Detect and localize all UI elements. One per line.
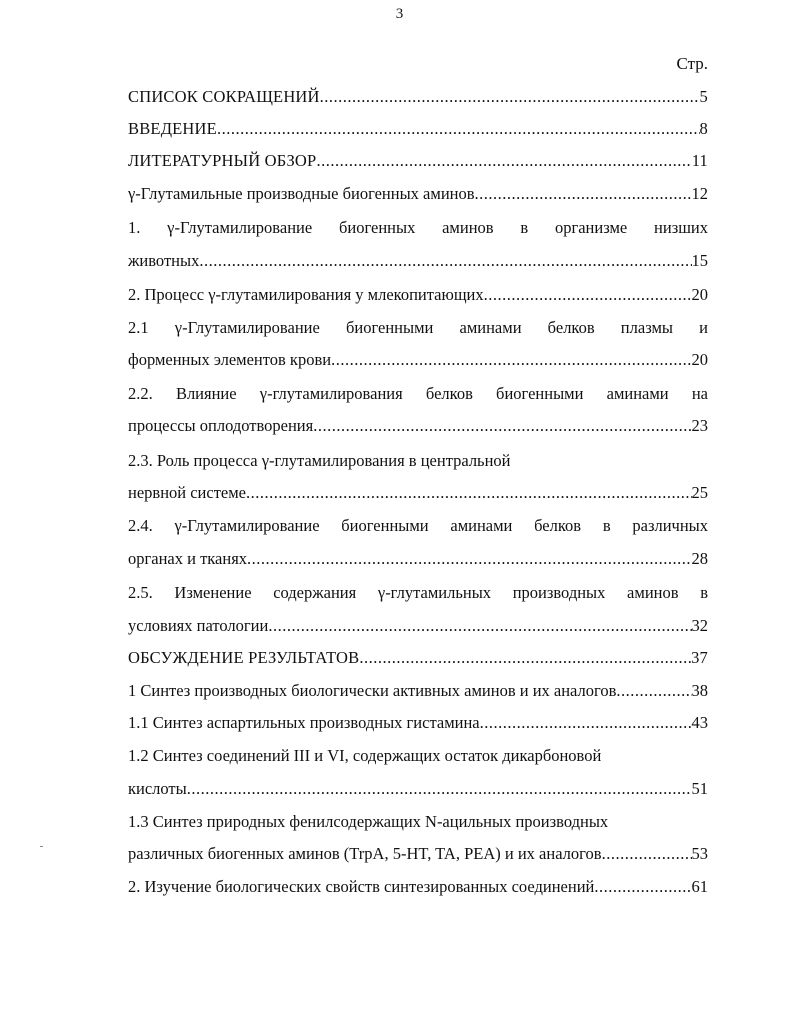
toc-entry-abbreviations[interactable] [128,86,708,108]
toc-entry-synthesis-1-2-line2[interactable] [128,778,708,800]
toc-entry-title-line1: 2.5. Изменение содержания γ-глутамильных производных аминов в [128,583,708,602]
leader-dots [268,615,691,637]
toc-entry-introduction[interactable] [128,118,708,140]
toc-entry-title: органах и тканях [128,549,248,568]
toc-entry-2-4-line2[interactable] [128,548,708,570]
toc-entry-2-1-line1[interactable] [128,317,708,339]
page-number: 3 [395,6,404,22]
leader-dots [217,118,700,140]
leader-dots [484,284,692,306]
toc-entry-2-2-line2[interactable] [128,415,708,437]
toc-entry-page: 20 [691,285,708,304]
toc-entry-page: 20 [691,350,708,369]
toc-entry-page: 15 [691,251,708,270]
toc-entry-1-line1[interactable] [128,217,708,239]
toc-entry-synthesis-1-3-line1[interactable] [128,811,708,833]
toc-entry-2-3-line2[interactable] [128,482,708,504]
toc-entry-title: процессы оплодотворения [128,416,314,435]
leader-dots [199,250,691,272]
toc-entry-2-1-line2[interactable] [128,349,708,371]
leader-dots [246,482,691,504]
leader-dots [594,876,691,898]
leader-dots [475,183,692,205]
toc-entry-biological-properties[interactable] [128,876,708,898]
toc-entry-literature-review[interactable] [128,150,708,172]
toc-entry-page: 5 [699,87,708,106]
toc-entry-2-5-line1[interactable] [128,582,708,604]
toc-entry-page: 61 [691,877,708,896]
toc-entry-synthesis-1-2-line1[interactable] [128,745,708,767]
toc-entry-page: 53 [691,844,708,863]
leader-dots [331,349,691,371]
toc-entry-title: СПИСОК СОКРАЩЕНИЙ [128,87,320,106]
toc-entry-title-line1: 1.3 Синтез природных фенилсодержащих N-ацильных производных [128,812,609,831]
toc-entry-synthesis-1-3-line2[interactable] [128,843,708,865]
toc-entry-page: 12 [691,184,708,203]
toc-entry-page: 8 [699,119,708,138]
toc-entry-title: ЛИТЕРАТУРНЫЙ ОБЗОР [128,151,317,170]
toc-entry-title: животных [128,251,200,270]
leader-dots [359,647,691,669]
toc-entry-title-line1: 2.2. Влияние γ-глутамилирования белков биогенными аминами на [128,384,708,403]
leader-dots [187,778,692,800]
toc-entry-title: 1.1 Синтез аспартильных производных гистамина [128,713,480,732]
toc-entry-title: 1 Синтез производных биологически активных аминов и их аналогов [128,681,617,700]
toc-entry-2-3-line1[interactable] [128,450,708,472]
leader-dots [313,415,691,437]
toc-entry-synthesis-1-1[interactable] [128,712,708,734]
toc-entry-page: 32 [691,616,708,635]
toc-entry-title: условиях патологии [128,616,269,635]
toc-entry-2[interactable] [128,284,708,306]
toc-entry-title-line1: 1.2 Синтез соединений III и VI, содержащих остаток дикарбоновой [128,746,602,765]
toc-entry-page: 23 [691,416,708,435]
toc-entry-synthesis-1[interactable] [128,680,708,702]
leader-dots [247,548,691,570]
toc-entry-title: различных биогенных аминов (TrpA, 5-HT, TA, PEA) и их аналогов [128,844,602,863]
toc-entry-page: 11 [691,151,708,170]
toc-entry-page: 43 [691,713,708,732]
toc-entry-page: 51 [691,779,708,798]
page-column-label: Стр. [676,54,708,73]
toc-entry-1-line2[interactable] [128,250,708,272]
toc-entry-results-discussion[interactable] [128,647,708,669]
toc-entry-title: ВВЕДЕНИЕ [128,119,217,138]
toc-entry-title: форменных элементов крови [128,350,332,369]
leader-dots [316,150,691,172]
toc-entry-title-line1: 2.3. Роль процесса γ-глутамилирования в центральной [128,451,511,470]
leader-dots [320,86,700,108]
leader-dots [480,712,692,734]
toc-entry-title: ОБСУЖДЕНИЕ РЕЗУЛЬТАТОВ [128,648,360,667]
toc-entry-2-2-line1[interactable] [128,383,708,405]
leader-dots [602,843,692,865]
toc-entry-page: 38 [691,681,708,700]
margin-mark [40,846,43,847]
toc-entry-2-5-line2[interactable] [128,615,708,637]
toc-entry-title: γ-Глутамильные производные биогенных аминов [128,184,475,203]
toc-entry-page: 37 [691,648,708,667]
toc-entry-title-line1: 2.1 γ-Глутамилирование биогенными аминами белков плазмы и [128,318,708,337]
toc-entry-title: 2. Процесс γ-глутамилирования у млекопитающих [128,285,484,304]
toc-entry-gamma-glutamyl-derivatives[interactable] [128,183,708,205]
toc-entry-title: 2. Изучение биологических свойств синтезированных соединений [128,877,595,896]
toc-entry-page: 28 [691,549,708,568]
toc-entry-title: нервной системе [128,483,247,502]
leader-dots [616,680,691,702]
toc-entry-title: кислоты [128,779,187,798]
toc-entry-page: 25 [691,483,708,502]
toc-entry-2-4-line1[interactable] [128,515,708,537]
toc-entry-title-line1: 2.4. γ-Глутамилирование биогенными аминами белков в различных [128,516,708,535]
toc-entry-title-line1: 1. γ-Глутамилирование биогенных аминов в организме низших [128,218,708,237]
